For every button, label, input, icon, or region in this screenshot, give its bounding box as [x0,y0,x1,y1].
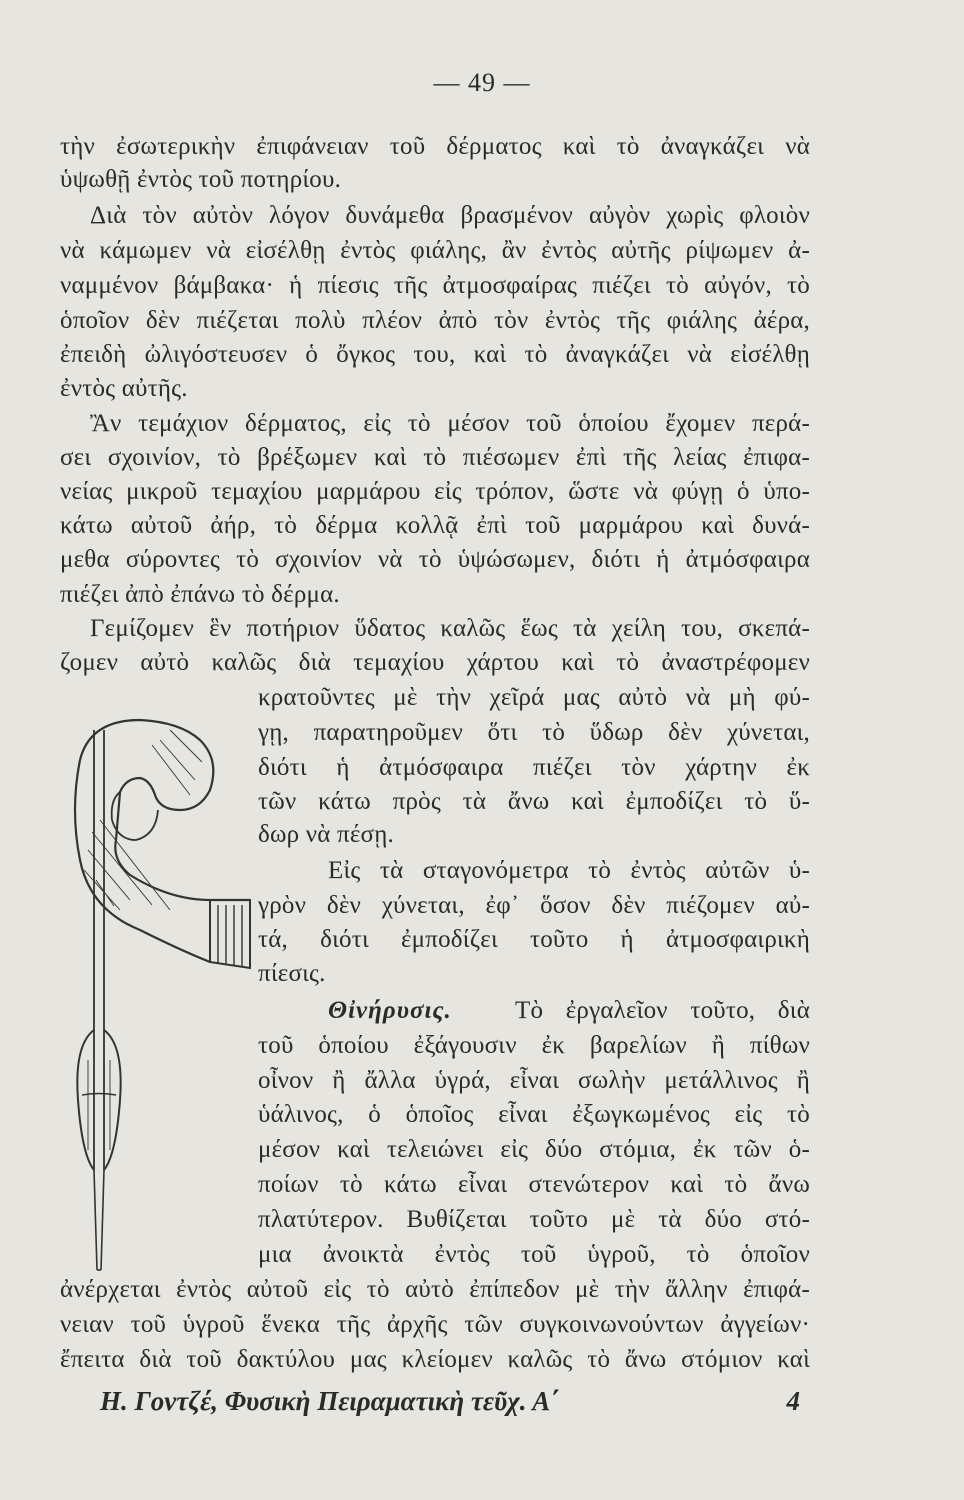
text-line: πλατύτερον. Βυθίζεται τοῦτο μὲ τὰ δύο στό- [258,1206,810,1233]
text-line: μια ἀνοικτὰ ἐντὸς τοῦ ὑγροῦ, τὸ ὁποῖον [258,1241,810,1268]
section-heading [328,996,452,1026]
text-line: Διὰ τὸν αὐτὸν λόγον δυνάμεθα βρασμένον αὐγὸν χωρὶς φλοιὸν [90,202,810,229]
text-line: γῃ, παρατηροῦμεν ὅτι τὸ ὕδωρ δὲν χύνεται, [258,719,810,746]
text-line: δωρ νὰ πέσῃ. [258,821,394,848]
page-footer [100,1386,800,1417]
text-line: πιέζει ἀπὸ ἐπάνω τὸ δέρμα. [60,581,340,608]
text-line: Ἂν τεμάχιον δέρματος, εἰς τὸ μέσον τοῦ ὁποίου ἔχομεν περά- [90,410,810,437]
text-line: Γεμίζομεν ἓν ποτήριον ὕδατος καλῶς ἕως τὰ χείλη του, σκεπά- [90,615,810,642]
text-line: νὰ κάμωμεν νὰ εἰσέλθῃ ἐντὸς φιάλης, ἂν ἐντὸς αὐτῆς ρίψωμεν ἀ- [60,237,810,264]
text-line: ζομεν αὐτὸ καλῶς διὰ τεμαχίου χάρτου καὶ τὸ ἀναστρέφομεν [60,649,810,676]
text-line: τά, διότι ἐμποδίζει τοῦτο ἡ ἀτμοσφαιρικὴ [258,926,810,953]
text-line: διότι ἡ ἀτμόσφαιρα πιέζει τὸν χάρτην ἐκ [258,754,810,781]
text-line: ὑάλινος, ὁ ὁποῖος εἶναι ἐξωγκωμένος εἰς τὸ [258,1101,810,1128]
text-line: ὁποῖον δὲν πιέζεται πολὺ πλέον ἀπὸ τὸν ἐντὸς τῆς φιάλης ἀέρα, [60,307,810,334]
hand-dropper-illustration [60,700,260,1300]
text-line: τῶν κάτω πρὸς τὰ ἄνω καὶ ἐμποδίζει τὸ ὕ- [258,788,810,815]
text-line: ποίων τὸ κάτω εἶναι στενώτερον καὶ τὸ ἄνω [258,1171,810,1198]
text-line: ἔπειτα διὰ τοῦ δακτύλου μας κλείομεν καλῶς τὸ ἄνω στόμιον καὶ [60,1346,810,1373]
text-line: Τὸ ἐργαλεῖον τοῦτο, διὰ [515,997,810,1024]
text-line: πίεσις. [258,960,326,987]
text-line: κρατοῦντες μὲ τὴν χεῖρά μας αὐτὸ νὰ μὴ φύ- [258,684,810,711]
page-number: — 49 — [433,68,531,97]
text-line: ναμμένον βάμβακα· ἡ πίεσις τῆς ἀτμοσφαίρας πιέζει τὸ αὐγόν, τὸ [60,272,810,299]
text-line: ἐντὸς αὐτῆς. [60,375,188,402]
text-line: νειαν τοῦ ὑγροῦ ἕνεκα τῆς ἀρχῆς τῶν συγκοινωνούντων ἀγγείων· [60,1311,810,1338]
text-line: Εἰς τὰ σταγονόμετρα τὸ ἐντὸς αὐτῶν ὑ- [328,857,810,884]
footer-title: Η. Γοντζέ, Φυσικὴ Πειραματικὴ τεῦχ. Α΄ [100,1386,560,1416]
text-line: γρὸν δὲν χύνεται, ἐφ᾽ ὅσον δὲν πιέζομεν αὐ- [258,892,810,919]
text-line: κάτω αὐτοῦ ἀήρ, τὸ δέρμα κολλᾷ ἐπὶ τοῦ μαρμάρου καὶ δυνά- [60,512,810,539]
text-line: μέσον καὶ τελειώνει εἰς δύο στόμια, ἐκ τῶν ὁ- [258,1136,810,1163]
text-line: τὴν ἐσωτερικὴν ἐπιφάνειαν τοῦ δέρματος καὶ τὸ ἀναγκάζει νὰ [60,133,810,160]
siphon-heading: Θἰνήρυσις. [328,997,452,1024]
footer-sheet-number: 4 [786,1386,800,1416]
text-line: ἐπειδὴ ὠλιγόστευσεν ὁ ὄγκος του, καὶ τὸ ἀναγκάζει νὰ εἰσέλθῃ [60,341,810,368]
text-line: ὑψωθῇ ἐντὸς τοῦ ποτηρίου. [60,166,342,193]
text-line: τοῦ ὁποίου ἐξάγουσιν ἐκ βαρελίων ἢ πίθων [258,1032,810,1059]
text-line: σει σχοινίον, τὸ βρέξωμεν καὶ τὸ πιέσωμεν ἐπὶ τῆς λείας ἐπιφα- [60,444,810,471]
text-line: μεθα σύροντες τὸ σχοινίον νὰ τὸ ὑψώσωμεν, διότι ἡ ἀτμόσφαιρα [60,546,810,573]
text-line: ἀνέρχεται ἐντὸς αὐτοῦ εἰς τὸ αὐτὸ ἐπίπεδον μὲ τὴν ἄλλην ἐπιφά- [60,1276,810,1303]
text-line: οἶνον ἢ ἄλλα ὑγρά, εἶναι σωλὴν μετάλλινος ἢ [258,1067,810,1094]
text-line: νείας μικροῦ τεμαχίου μαρμάρου εἰς τρόπον, ὥστε νὰ φύγῃ ὁ ὑπο- [60,478,810,505]
